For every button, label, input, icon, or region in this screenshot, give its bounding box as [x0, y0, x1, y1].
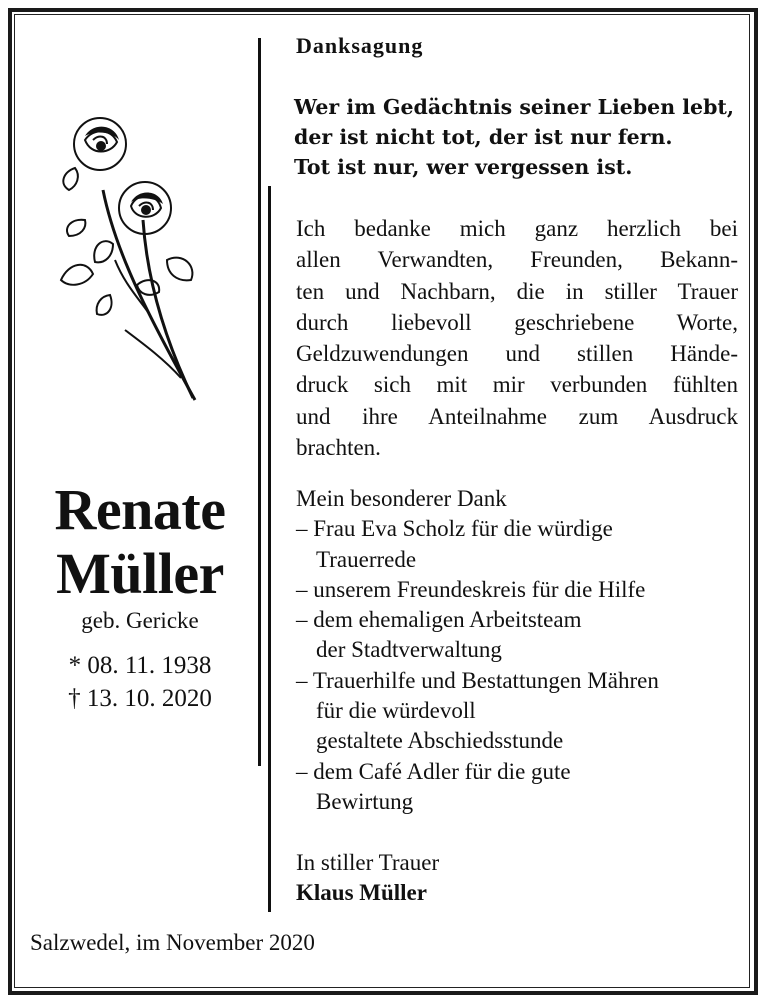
verse-line: Wer im Gedächtnis seiner Lieben lebt, [294, 95, 735, 119]
body-line: durch liebevoll geschriebene Worte, [296, 309, 738, 335]
special-thanks-list [296, 484, 746, 817]
death-date: † 13. 10. 2020 [68, 685, 212, 712]
deceased-first-name: Renate [54, 477, 226, 542]
thank-you-text [296, 213, 738, 463]
thanks-item: gestaltete Abschiedsstunde [316, 728, 564, 754]
body-line: Geldzuwendungen und stillen Hände- [296, 341, 738, 367]
deceased-last-name: Müller [56, 541, 224, 606]
thanks-item: – dem ehemaligen Arbeitsteam [296, 607, 582, 633]
rose-icon [55, 110, 205, 410]
thanks-item: der Stadtverwaltung [316, 637, 502, 663]
thanks-item: – Trauerhilfe und Bestattungen Mähren [296, 667, 659, 693]
thanks-item: – Frau Eva Scholz für die würdige [296, 516, 613, 542]
thanks-item: – unserem Freundeskreis für die Hilfe [296, 576, 646, 602]
memorial-verse [294, 92, 744, 182]
maiden-name: geb. Gericke [81, 608, 199, 633]
body-line: und ihre Anteilnahme zum Ausdruck [296, 403, 738, 429]
verse-line: Tot ist nur, wer vergessen ist. [294, 155, 633, 179]
closing-block [296, 848, 439, 908]
closing-phrase: In stiller Trauer [296, 850, 440, 875]
signer-name: Klaus Müller [296, 880, 427, 905]
thanks-item: Trauerrede [316, 546, 417, 572]
body-line: allen Verwandten, Freunden, Bekann- [296, 247, 738, 273]
thanks-intro: Mein besonderer Dank [296, 486, 507, 511]
verse-line: der ist nicht tot, der ist nur fern. [294, 125, 673, 149]
thanks-item: – dem Café Adler für die gute [296, 758, 571, 784]
body-line: druck sich mit mir verbunden fühlten [296, 372, 738, 398]
body-line: Ich bedanke mich ganz herzlich bei [296, 216, 738, 241]
heading-danksagung: Danksagung [296, 33, 424, 58]
thanks-item: Bewirtung [316, 788, 414, 814]
birth-date: * 08. 11. 1938 [68, 652, 212, 679]
body-line: ten und Nachbarn, die in stiller Trauer [296, 278, 738, 304]
thanks-item: für die würdevoll [316, 698, 476, 724]
body-line: brachten. [296, 435, 381, 461]
place-and-date: Salzwedel, im November 2020 [30, 930, 315, 955]
divider-line-lower [268, 186, 271, 912]
